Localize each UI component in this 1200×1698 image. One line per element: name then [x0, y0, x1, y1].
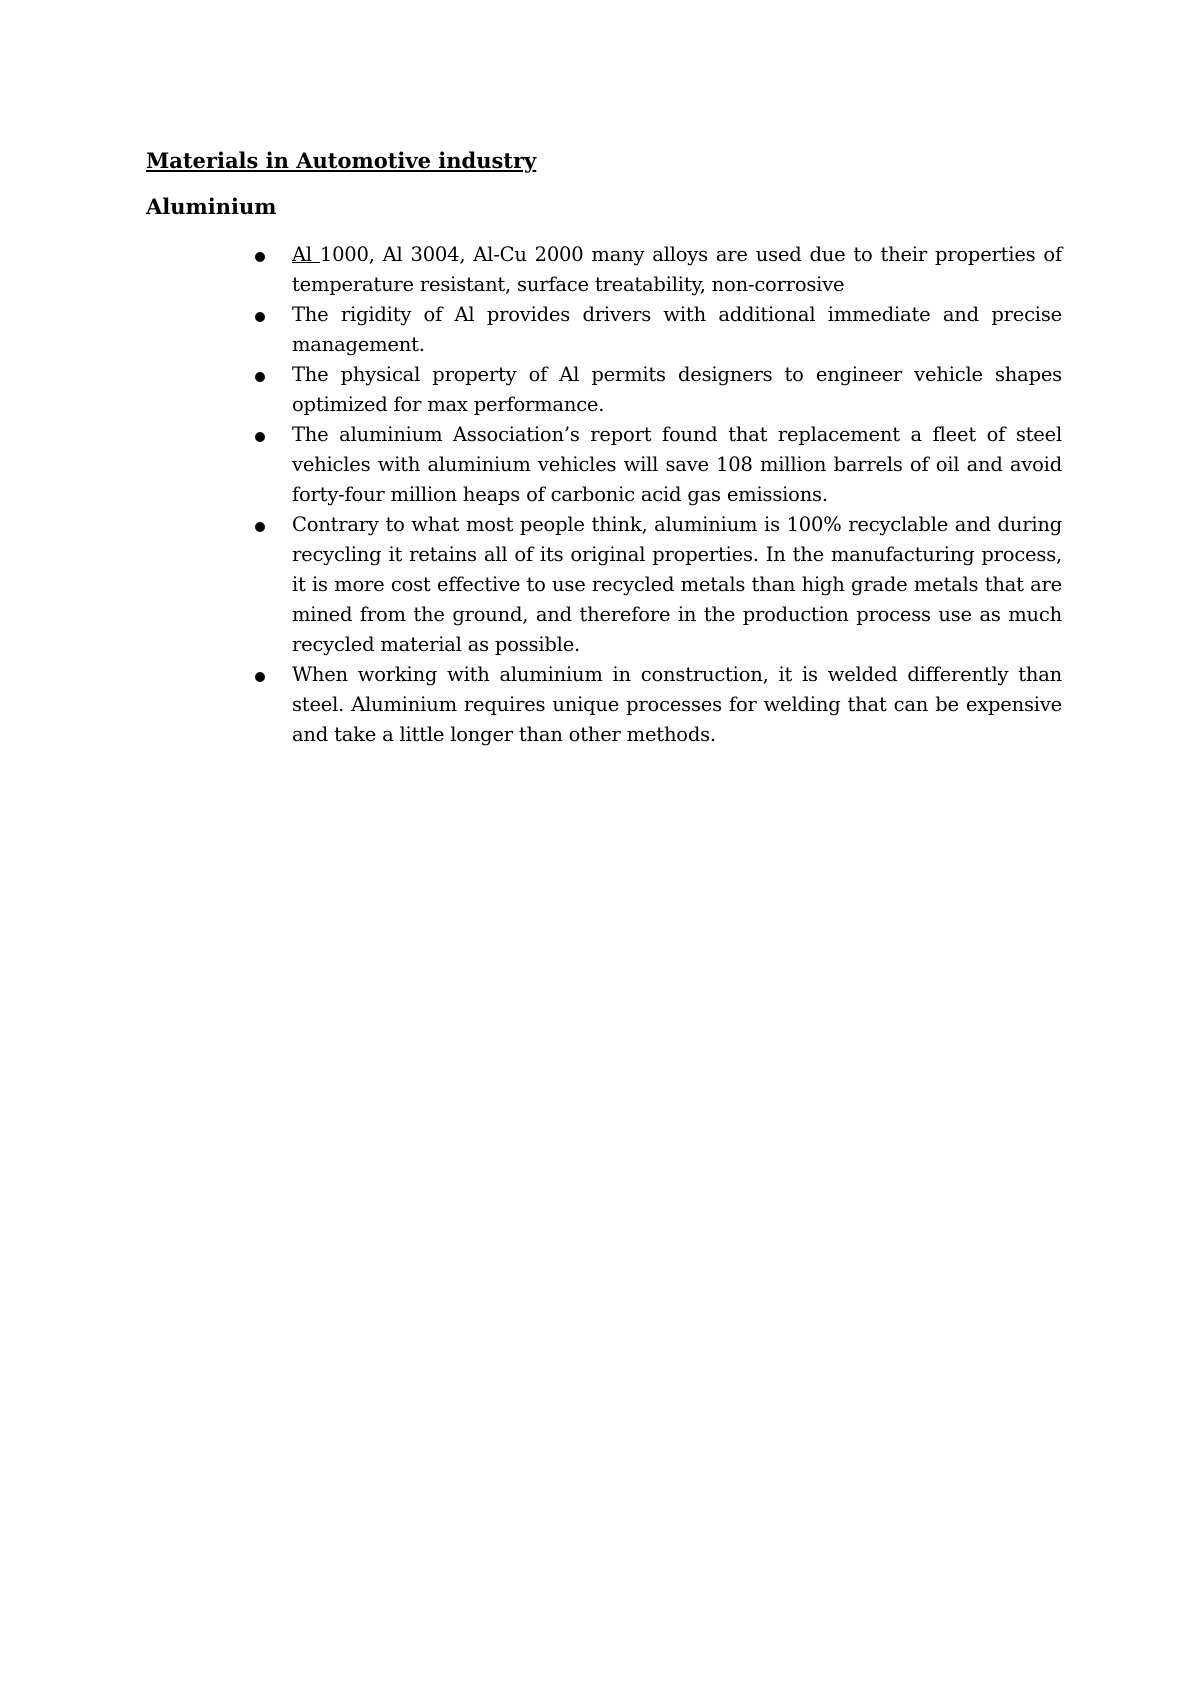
bullet-text: 1000, Al 3004, Al-Cu 2000 many alloys are used due to their properties of temperature resistant, surface treatability, non-corrosive: [292, 243, 1062, 296]
bullet-icon: [255, 522, 265, 532]
bullet-text: The physical property of Al permits designers to engineer vehicle shapes optimized for max performance.: [292, 363, 1062, 416]
bullet-text: When working with aluminium in construction, it is welded differently than steel. Aluminium requires unique processes for welding that can be expensive and take a little longer than other methods.: [292, 663, 1062, 746]
section-heading-aluminium: Aluminium: [146, 194, 277, 219]
bullet-text: The rigidity of Al provides drivers with additional immediate and precise management.: [292, 303, 1062, 356]
list-item: [292, 660, 1062, 750]
list-item: [292, 300, 1062, 360]
bullet-icon: [255, 432, 265, 442]
list-item: [292, 510, 1062, 660]
document-title: Materials in Automotive industry: [146, 148, 537, 173]
bullet-text: Contrary to what most people think, aluminium is 100% recyclable and during recycling it retains all of its original properties. In the manufacturing process, it is more cost effective to use recycled metals than high grade metals that are mined from the ground, and therefore in the production process use as much recycled material as possible.: [292, 513, 1062, 656]
bullet-lead-underlined: Al: [292, 243, 320, 266]
bullet-icon: [255, 252, 265, 262]
list-item: [292, 420, 1062, 510]
bullet-icon: [255, 372, 265, 382]
list-item: [292, 360, 1062, 420]
bullet-list: [292, 240, 1062, 750]
bullet-icon: [255, 672, 265, 682]
list-item: [292, 240, 1062, 300]
bullet-icon: [255, 312, 265, 322]
bullet-text: The aluminium Association’s report found that replacement a fleet of steel vehicles with aluminium vehicles will save 108 million barrels of oil and avoid forty-four million heaps of carbonic acid gas emissions.: [292, 423, 1062, 506]
